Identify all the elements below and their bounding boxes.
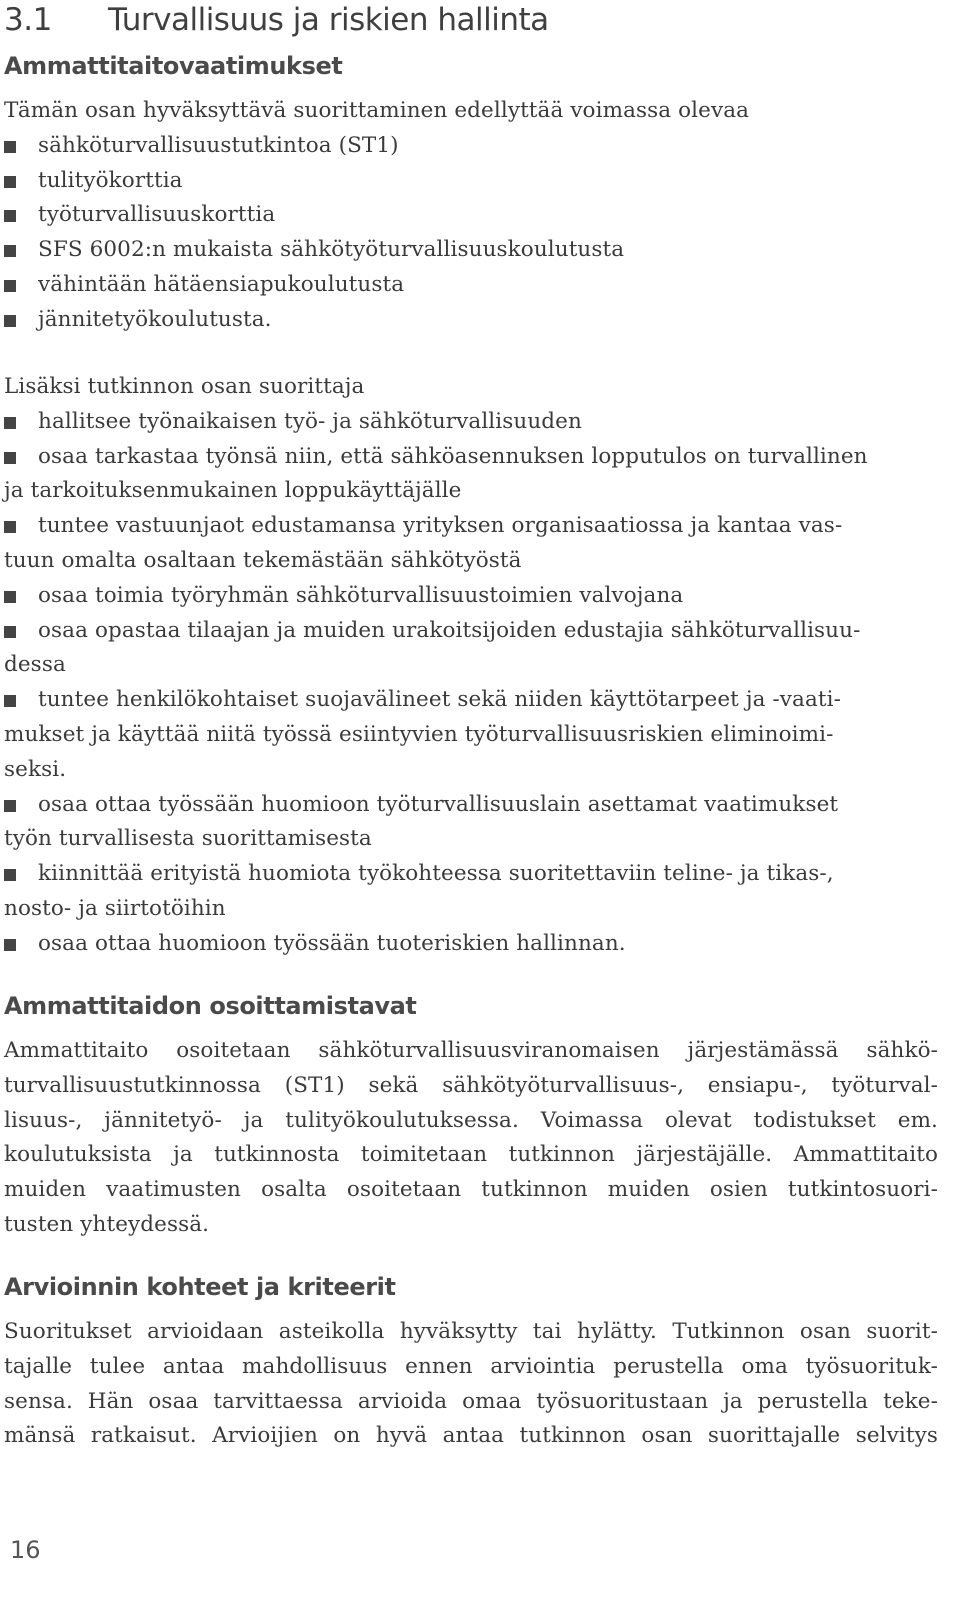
paragraph-line: Suoritukset arvioidaan asteikolla hyväksytty tai hylätty. Tutkinnon osan suorit- [4, 1319, 938, 1344]
paragraph-line: mänsä ratkaisut. Arvioijien on hyvä antaa tutkinnon osan suorittajalle selvitys [4, 1423, 938, 1449]
paragraph-line: lisuus-, jännitetyö- ja tulityökoulutuksessa. Voimassa olevat todistukset em. [4, 1107, 938, 1133]
list-item: kiinnittää erityistä huomiota työkohteessa suoritettaviin teline- ja tikas-, nosto- ja siirtotöihin [4, 861, 834, 921]
demonstration-heading: Ammattitaidon osoittamistavat [4, 992, 417, 1020]
list-item: tulityökorttia [4, 164, 938, 199]
square-bullet-icon [4, 176, 16, 188]
list-item: osaa toimia työryhmän sähköturvallisuustoimien valvojana [4, 579, 938, 614]
requirements-intro: Tämän osan hyväksyttävä suorittaminen edellyttää voimassa olevaa [4, 98, 750, 123]
paragraph-line: muiden vaatimusten osalta osoitetaan tutkinnon muiden osien tutkintosuori- [4, 1177, 938, 1203]
demonstration-paragraph [4, 1034, 938, 1243]
paragraph-line: tusten yhteydessä. [4, 1211, 210, 1237]
square-bullet-icon [4, 869, 16, 881]
skills-block [4, 370, 938, 962]
list-item: osaa ottaa työssään huomioon työturvallisuuslain asettamat vaatimukset työn turvallisesta suorittamisesta [4, 791, 839, 852]
list-item: tuntee henkilökohtaiset suojavälineet sekä niiden käyttötarpeet ja -vaati- mukset ja käyttää niitä työssä esiintyvien työturvallisuusriskien eliminoimi- seksi. [4, 687, 841, 782]
paragraph-line: turvallisuustutkinnossa (ST1) sekä sähkötyöturvallisuus-, ensiapu-, työturval- [4, 1072, 938, 1098]
list-item: SFS 6002:n mukaista sähkötyöturvallisuuskoulutusta [4, 233, 938, 268]
list-item: tuntee vastuunjaot edustamansa yrityksen organisaatiossa ja kantaa vas- tuun omalta osaltaan tekemästään sähkötyöstä [4, 513, 843, 573]
section-title-text: Turvallisuus ja riskien hallinta [108, 2, 549, 38]
square-bullet-icon [4, 452, 16, 464]
square-bullet-icon [4, 695, 16, 707]
square-bullet-icon [4, 626, 16, 638]
list-item: osaa opastaa tilaajan ja muiden urakoitsijoiden edustajia sähköturvallisuu- dessa [4, 617, 861, 678]
square-bullet-icon [4, 141, 16, 153]
skills-intro: Lisäksi tutkinnon osan suorittaja [4, 374, 365, 399]
page-number: 16 [10, 1536, 41, 1564]
square-bullet-icon [4, 315, 16, 327]
paragraph-line: koulutuksista ja tutkinnosta toimitetaan tutkinnon järjestäjälle. Ammattitaito [4, 1142, 938, 1168]
requirements-intro-block [4, 94, 938, 338]
paragraph-line: sensa. Hän osaa tarvittaessa arvioida omaa työsuoritustaan ja perustella teke- [4, 1388, 938, 1414]
assessment-paragraph [4, 1315, 938, 1454]
list-item: vähintään hätäensiapukoulutusta [4, 268, 938, 303]
list-item: jännitetyökoulutusta. [4, 303, 938, 338]
requirements-heading: Ammattitaitovaatimukset [4, 52, 343, 80]
square-bullet-icon [4, 417, 16, 429]
square-bullet-icon [4, 521, 16, 533]
certificate-list [4, 129, 938, 338]
square-bullet-icon [4, 210, 16, 222]
list-item: osaa ottaa huomioon työssään tuoteriskien hallinnan. [4, 927, 938, 962]
section-title [4, 0, 549, 40]
square-bullet-icon [4, 280, 16, 292]
assessment-heading: Arvioinnin kohteet ja kriteerit [4, 1273, 396, 1301]
square-bullet-icon [4, 800, 16, 812]
square-bullet-icon [4, 939, 16, 951]
list-item: työturvallisuuskorttia [4, 198, 938, 233]
skills-list [4, 405, 938, 962]
paragraph-line: Ammattitaito osoitetaan sähköturvallisuusviranomaisen järjestämässä sähkö- [4, 1038, 938, 1063]
list-item: hallitsee työnaikaisen työ- ja sähköturvallisuuden [4, 405, 938, 440]
list-item: osaa tarkastaa työnsä niin, että sähköasennuksen lopputulos on turvallinen ja tarkoituksenmukainen loppukäyttäjälle [4, 443, 868, 504]
paragraph-line: tajalle tulee antaa mahdollisuus ennen arviointia perustella oma työsuorituk- [4, 1353, 938, 1379]
square-bullet-icon [4, 245, 16, 257]
section-number: 3.1 [4, 2, 52, 38]
list-item: sähköturvallisuustutkintoa (ST1) [4, 129, 938, 164]
square-bullet-icon [4, 591, 16, 603]
